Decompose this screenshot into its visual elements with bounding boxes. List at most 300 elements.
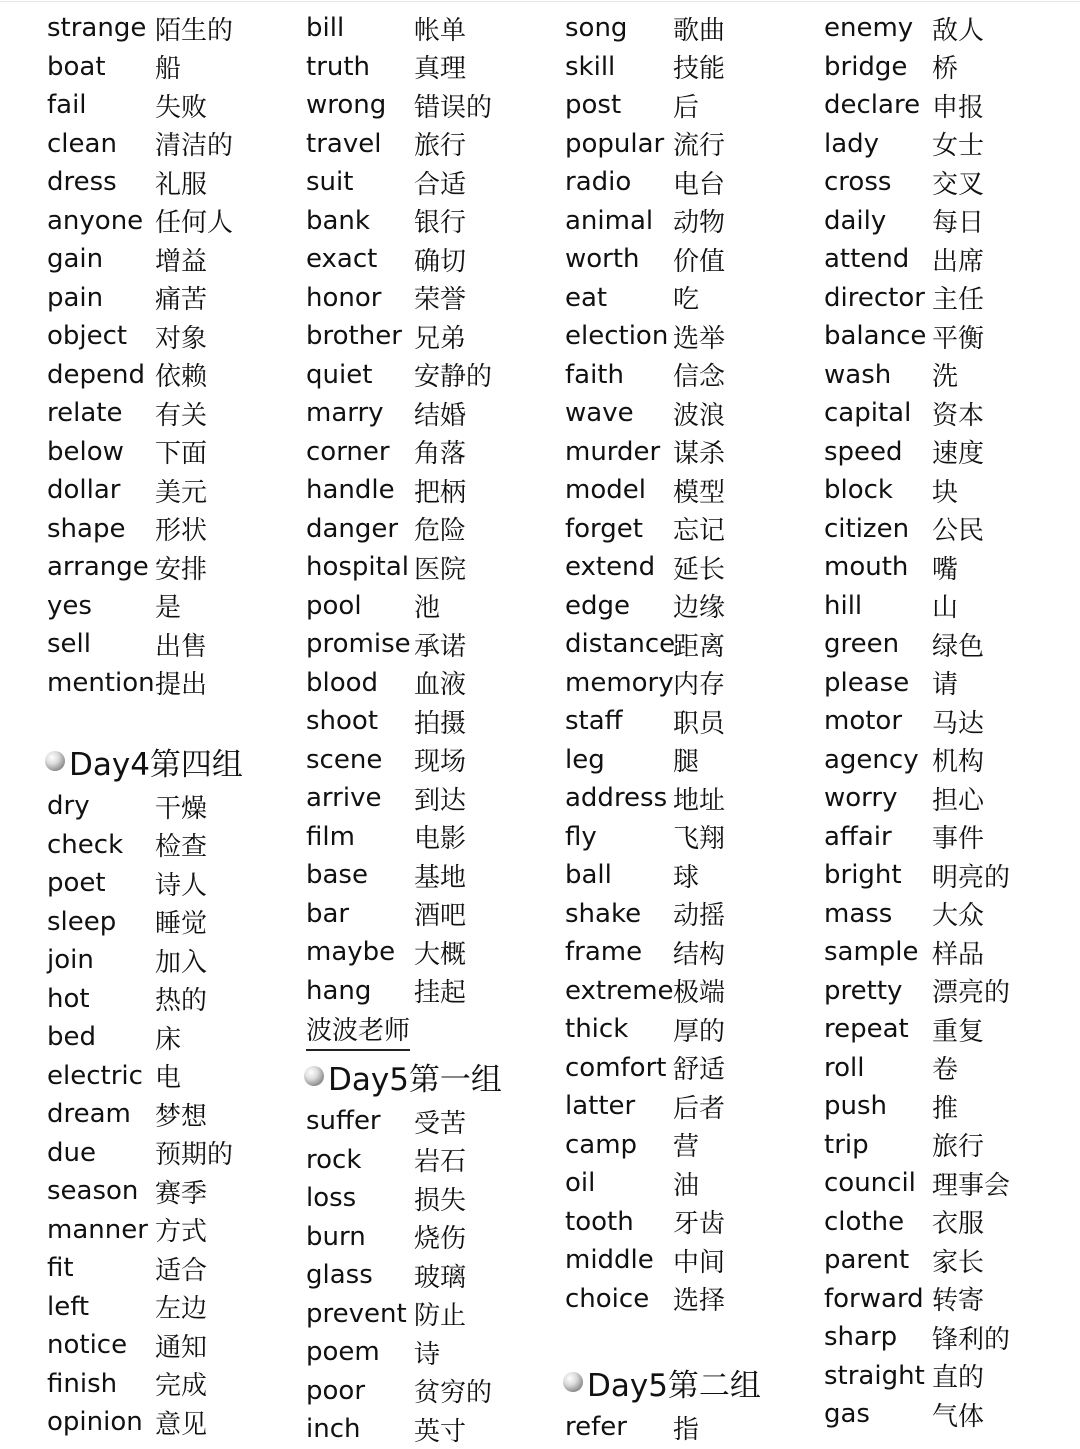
- vocab-row: [565, 856, 827, 895]
- english-word: notice: [47, 1330, 128, 1361]
- vocab-row: [565, 1049, 827, 1088]
- chinese-meaning: 交叉: [932, 169, 985, 200]
- vocab-row: [47, 240, 309, 279]
- english-word: director: [824, 282, 925, 313]
- heading-text: Day5第二组: [587, 1367, 761, 1404]
- vocab-row: [306, 818, 568, 857]
- chinese-meaning: 形状: [155, 516, 208, 547]
- chinese-meaning: 请: [932, 670, 959, 701]
- english-word: straight: [824, 1360, 925, 1391]
- english-word: boat: [47, 51, 106, 82]
- english-word: dress: [47, 167, 117, 198]
- vocab-column-2: [306, 9, 568, 1449]
- chinese-meaning: 旅行: [414, 131, 467, 162]
- vocab-row: [824, 933, 1080, 972]
- english-word: murder: [565, 436, 661, 467]
- chinese-meaning: 动物: [673, 208, 726, 239]
- vocab-row: [565, 240, 827, 279]
- english-word: ball: [565, 860, 612, 891]
- chinese-meaning: 礼服: [155, 169, 208, 200]
- english-word: affair: [824, 821, 892, 852]
- vocab-row: [824, 317, 1080, 356]
- english-word: balance: [824, 321, 927, 352]
- vocab-row: [47, 394, 309, 433]
- english-word: suit: [306, 167, 354, 198]
- chinese-meaning: 公民: [932, 516, 985, 547]
- chinese-meaning: 大众: [932, 901, 985, 932]
- chinese-meaning: 完成: [155, 1371, 208, 1402]
- vocab-row: [306, 240, 568, 279]
- english-word: object: [47, 321, 128, 352]
- english-word: refer: [565, 1412, 627, 1443]
- english-word: sharp: [824, 1322, 898, 1353]
- english-word: relate: [47, 398, 123, 429]
- vocab-row: [565, 279, 827, 318]
- english-word: oil: [565, 1168, 596, 1199]
- english-word: staff: [565, 706, 623, 737]
- english-word: shake: [565, 898, 642, 929]
- chinese-meaning: 资本: [932, 400, 985, 431]
- vocab-row: [565, 510, 827, 549]
- chinese-meaning: 玻璃: [414, 1262, 467, 1293]
- vocab-row: [306, 356, 568, 395]
- english-word: danger: [306, 513, 399, 544]
- english-word: truth: [306, 51, 371, 82]
- chinese-meaning: 酒吧: [414, 901, 467, 932]
- vocab-row: [306, 1372, 568, 1411]
- chinese-meaning: 检查: [155, 832, 208, 863]
- english-word: block: [824, 475, 893, 506]
- english-word: bright: [824, 860, 902, 891]
- vocab-row: [565, 9, 827, 48]
- english-word: promise: [306, 629, 411, 660]
- english-word: parent: [824, 1245, 910, 1276]
- chinese-meaning: 角落: [414, 439, 467, 470]
- chinese-meaning: 结婚: [414, 400, 467, 431]
- english-word: loss: [306, 1183, 357, 1214]
- english-word: please: [824, 667, 910, 698]
- word-list: [47, 9, 309, 702]
- chinese-meaning: 衣服: [932, 1209, 985, 1240]
- chinese-meaning: 块: [932, 477, 959, 508]
- english-word: attend: [824, 244, 910, 275]
- english-word: camp: [565, 1129, 638, 1160]
- heading-text: Day5第一组: [328, 1061, 502, 1098]
- vocab-row: [824, 510, 1080, 549]
- english-word: mass: [824, 898, 893, 929]
- vocab-row: [47, 587, 309, 626]
- english-word: roll: [824, 1052, 865, 1083]
- chinese-meaning: 忘记: [673, 516, 726, 547]
- english-word: join: [47, 945, 94, 976]
- vocab-row: [565, 356, 827, 395]
- english-word: fit: [47, 1253, 74, 1284]
- english-word: brother: [306, 321, 402, 352]
- chinese-meaning: 极端: [673, 978, 726, 1009]
- chinese-meaning: 医院: [414, 554, 467, 585]
- vocab-row: [565, 1010, 827, 1049]
- chinese-meaning: 意见: [155, 1409, 208, 1440]
- english-word: left: [47, 1291, 90, 1322]
- english-word: fly: [565, 821, 597, 852]
- vocab-row: [306, 587, 568, 626]
- english-word: arrange: [47, 552, 149, 583]
- section-heading: [45, 735, 309, 787]
- chinese-meaning: 是: [155, 593, 182, 624]
- vocab-row: [824, 86, 1080, 125]
- vocab-row: [306, 394, 568, 433]
- vocab-row: [306, 1410, 568, 1449]
- vocab-row: [47, 1249, 309, 1288]
- english-word: animal: [565, 205, 654, 236]
- vocab-row: [824, 548, 1080, 587]
- vocab-row: [565, 741, 827, 780]
- vocab-row: [306, 1333, 568, 1372]
- chinese-meaning: 池: [414, 593, 441, 624]
- vocab-row: [47, 625, 309, 664]
- chinese-meaning: 危险: [414, 516, 467, 547]
- english-word: faith: [565, 359, 624, 390]
- english-word: song: [565, 13, 628, 44]
- chinese-meaning: 吃: [673, 285, 700, 316]
- vocab-row: [824, 1357, 1080, 1396]
- english-word: yes: [47, 590, 92, 621]
- vocab-row: [565, 1280, 827, 1319]
- chinese-meaning: 加入: [155, 947, 208, 978]
- vocab-row: [47, 125, 309, 164]
- english-word: extreme: [565, 975, 674, 1006]
- chinese-meaning: 痛苦: [155, 285, 208, 316]
- chinese-meaning: 把柄: [414, 477, 467, 508]
- english-word: tooth: [565, 1206, 634, 1237]
- english-word: extend: [565, 552, 656, 583]
- vocab-row: [565, 1087, 827, 1126]
- english-word: pretty: [824, 975, 903, 1006]
- english-word: gas: [824, 1399, 870, 1430]
- vocab-row: [306, 1218, 568, 1257]
- chinese-meaning: 每日: [932, 208, 985, 239]
- vocab-row: [47, 471, 309, 510]
- vocab-row: [306, 510, 568, 549]
- vocab-row: [47, 664, 309, 703]
- chinese-meaning: 确切: [414, 246, 467, 277]
- vocab-row: [824, 1126, 1080, 1165]
- chinese-meaning: 飞翔: [673, 824, 726, 855]
- vocab-row: [306, 548, 568, 587]
- signature-text: 波波老师: [306, 1010, 410, 1051]
- vocab-row: [47, 903, 309, 942]
- english-word: handle: [306, 475, 395, 506]
- chinese-meaning: 担心: [932, 785, 985, 816]
- english-word: comfort: [565, 1052, 667, 1083]
- vocab-row: [565, 625, 827, 664]
- english-word: fail: [47, 90, 87, 121]
- chinese-meaning: 提出: [155, 670, 208, 701]
- english-word: pool: [306, 590, 362, 621]
- english-word: corner: [306, 436, 390, 467]
- vocab-row: [565, 702, 827, 741]
- vocab-row: [824, 895, 1080, 934]
- vocab-row: [565, 394, 827, 433]
- english-word: sell: [47, 629, 91, 660]
- english-word: film: [306, 821, 355, 852]
- vocab-row: [306, 317, 568, 356]
- english-word: skill: [565, 51, 616, 82]
- vocab-row: [47, 356, 309, 395]
- chinese-meaning: 承诺: [414, 631, 467, 662]
- vocab-row: [47, 86, 309, 125]
- english-word: hot: [47, 983, 90, 1014]
- vocab-row: [565, 818, 827, 857]
- english-word: dry: [47, 791, 90, 822]
- vocab-row: [824, 779, 1080, 818]
- vocab-row: [565, 779, 827, 818]
- chinese-meaning: 信念: [673, 362, 726, 393]
- vocab-row: [306, 779, 568, 818]
- vocab-row: [824, 163, 1080, 202]
- english-word: electric: [47, 1060, 143, 1091]
- english-word: clean: [47, 128, 117, 159]
- bullet-pearl-icon: [563, 1372, 583, 1392]
- vocab-row: [47, 1365, 309, 1404]
- english-word: address: [565, 783, 668, 814]
- english-word: declare: [824, 90, 921, 121]
- chinese-meaning: 舒适: [673, 1055, 726, 1086]
- chinese-meaning: 牙齿: [673, 1209, 726, 1240]
- vocab-row: [306, 433, 568, 472]
- vocab-row: [306, 1102, 568, 1141]
- english-word: popular: [565, 128, 665, 159]
- chinese-meaning: 银行: [414, 208, 467, 239]
- chinese-meaning: 技能: [673, 54, 726, 85]
- chinese-meaning: 预期的: [155, 1140, 234, 1171]
- chinese-meaning: 烧伤: [414, 1224, 467, 1255]
- chinese-meaning: 到达: [414, 785, 467, 816]
- word-list: [306, 1102, 568, 1449]
- english-word: season: [47, 1176, 139, 1207]
- english-word: wash: [824, 359, 892, 390]
- vocab-row: [47, 1057, 309, 1096]
- vocab-row: [306, 9, 568, 48]
- vocab-row: [47, 1211, 309, 1250]
- chinese-meaning: 距离: [673, 631, 726, 662]
- english-word: bill: [306, 13, 345, 44]
- word-list: [306, 9, 568, 1010]
- chinese-meaning: 地址: [673, 785, 726, 816]
- vocab-row: [565, 163, 827, 202]
- chinese-meaning: 出席: [932, 246, 985, 277]
- chinese-meaning: 选择: [673, 1286, 726, 1317]
- chinese-meaning: 腿: [673, 747, 700, 778]
- chinese-meaning: 谋杀: [673, 439, 726, 470]
- vocab-row: [824, 1049, 1080, 1088]
- vocab-row: [565, 1408, 827, 1447]
- chinese-meaning: 防止: [414, 1301, 467, 1332]
- bullet-pearl-icon: [45, 751, 65, 771]
- chinese-meaning: 女士: [932, 131, 985, 162]
- vocab-row: [824, 356, 1080, 395]
- chinese-meaning: 山: [932, 593, 959, 624]
- english-word: pain: [47, 282, 104, 313]
- english-word: quiet: [306, 359, 373, 390]
- english-word: choice: [565, 1283, 650, 1314]
- english-word: travel: [306, 128, 382, 159]
- english-word: worry: [824, 783, 898, 814]
- vocab-column-3: [565, 9, 827, 1447]
- english-word: arrive: [306, 783, 382, 814]
- english-word: motor: [824, 706, 903, 737]
- word-list: [565, 1408, 827, 1447]
- chinese-meaning: 出售: [155, 631, 208, 662]
- english-word: bed: [47, 1022, 97, 1053]
- english-word: bank: [306, 205, 370, 236]
- chinese-meaning: 船: [155, 54, 182, 85]
- chinese-meaning: 主任: [932, 285, 985, 316]
- english-word: cross: [824, 167, 892, 198]
- english-word: shoot: [306, 706, 379, 737]
- chinese-meaning: 卷: [932, 1055, 959, 1086]
- vocab-row: [565, 664, 827, 703]
- vocab-row: [565, 125, 827, 164]
- chinese-meaning: 有关: [155, 400, 208, 431]
- vocab-row: [47, 279, 309, 318]
- chinese-meaning: 理事会: [932, 1170, 1011, 1201]
- chinese-meaning: 下面: [155, 439, 208, 470]
- english-word: bridge: [824, 51, 908, 82]
- english-word: repeat: [824, 1014, 909, 1045]
- vocab-row: [306, 125, 568, 164]
- chinese-meaning: 方式: [155, 1217, 208, 1248]
- vocab-row: [47, 1403, 309, 1442]
- chinese-meaning: 模型: [673, 477, 726, 508]
- chinese-meaning: 任何人: [155, 208, 234, 239]
- chinese-meaning: 歌曲: [673, 15, 726, 46]
- chinese-meaning: 球: [673, 862, 700, 893]
- vocab-row: [824, 741, 1080, 780]
- english-word: maybe: [306, 937, 396, 968]
- chinese-meaning: 马达: [932, 708, 985, 739]
- vocab-row: [306, 202, 568, 241]
- chinese-meaning: 家长: [932, 1247, 985, 1278]
- chinese-meaning: 挂起: [414, 978, 467, 1009]
- chinese-meaning: 样品: [932, 939, 985, 970]
- heading-text: Day4第四组: [69, 746, 243, 783]
- chinese-meaning: 适合: [155, 1255, 208, 1286]
- chinese-meaning: 荣誉: [414, 285, 467, 316]
- vocab-row: [824, 1087, 1080, 1126]
- vocab-row: [824, 1395, 1080, 1434]
- spacer: [47, 702, 309, 726]
- vocab-row: [824, 856, 1080, 895]
- english-word: election: [565, 321, 669, 352]
- english-word: rock: [306, 1144, 362, 1175]
- section-heading: [563, 1356, 827, 1408]
- chinese-meaning: 内存: [673, 670, 726, 701]
- chinese-meaning: 重复: [932, 1016, 985, 1047]
- english-word: manner: [47, 1214, 148, 1245]
- vocab-row: [306, 163, 568, 202]
- vocab-row: [565, 1241, 827, 1280]
- vocab-row: [47, 163, 309, 202]
- chinese-meaning: 事件: [932, 824, 985, 855]
- english-word: marry: [306, 398, 384, 429]
- english-word: dream: [47, 1099, 131, 1130]
- vocab-row: [824, 202, 1080, 241]
- english-word: opinion: [47, 1407, 143, 1438]
- english-word: daily: [824, 205, 887, 236]
- english-word: clothe: [824, 1206, 905, 1237]
- vocab-row: [47, 202, 309, 241]
- chinese-meaning: 气体: [932, 1401, 985, 1432]
- chinese-meaning: 左边: [155, 1294, 208, 1325]
- english-word: shape: [47, 513, 126, 544]
- english-word: memory: [565, 667, 674, 698]
- chinese-meaning: 安排: [155, 554, 208, 585]
- chinese-meaning: 直的: [932, 1363, 985, 1394]
- english-word: base: [306, 860, 368, 891]
- chinese-meaning: 美元: [155, 477, 208, 508]
- vocab-row: [306, 625, 568, 664]
- vocab-row: [824, 1241, 1080, 1280]
- english-word: eat: [565, 282, 608, 313]
- english-word: middle: [565, 1245, 654, 1276]
- vocab-row: [824, 125, 1080, 164]
- english-word: finish: [47, 1368, 118, 1399]
- chinese-meaning: 受苦: [414, 1108, 467, 1139]
- vocab-row: [824, 625, 1080, 664]
- vocab-row: [306, 1141, 568, 1180]
- vocab-row: [306, 48, 568, 87]
- vocab-column-4: [824, 9, 1080, 1434]
- chinese-meaning: 平衡: [932, 323, 985, 354]
- english-word: scene: [306, 744, 383, 775]
- vocab-row: [565, 895, 827, 934]
- english-word: below: [47, 436, 124, 467]
- english-word: post: [565, 90, 622, 121]
- chinese-meaning: 依赖: [155, 362, 208, 393]
- chinese-meaning: 通知: [155, 1332, 208, 1363]
- chinese-meaning: 油: [673, 1170, 700, 1201]
- english-word: capital: [824, 398, 912, 429]
- vocab-row: [824, 433, 1080, 472]
- vocab-row: [47, 1326, 309, 1365]
- vocab-row: [565, 202, 827, 241]
- chinese-meaning: 岩石: [414, 1147, 467, 1178]
- english-word: hill: [824, 590, 863, 621]
- english-word: due: [47, 1137, 96, 1168]
- chinese-meaning: 大概: [414, 939, 467, 970]
- chinese-meaning: 机构: [932, 747, 985, 778]
- vocab-column-1: [47, 9, 309, 1442]
- vocab-row: [306, 664, 568, 703]
- vocab-row: [824, 664, 1080, 703]
- vocab-row: [47, 826, 309, 865]
- english-word: frame: [565, 937, 643, 968]
- chinese-meaning: 对象: [155, 323, 208, 354]
- chinese-meaning: 中间: [673, 1247, 726, 1278]
- vocab-row: [47, 48, 309, 87]
- chinese-meaning: 合适: [414, 169, 467, 200]
- vocab-row: [47, 9, 309, 48]
- english-word: sample: [824, 937, 919, 968]
- english-word: trip: [824, 1129, 869, 1160]
- vocab-row: [306, 471, 568, 510]
- chinese-meaning: 申报: [932, 92, 985, 123]
- vocab-row: [824, 48, 1080, 87]
- word-list: [824, 9, 1080, 1434]
- vocab-row: [565, 548, 827, 587]
- vocab-row: [824, 1318, 1080, 1357]
